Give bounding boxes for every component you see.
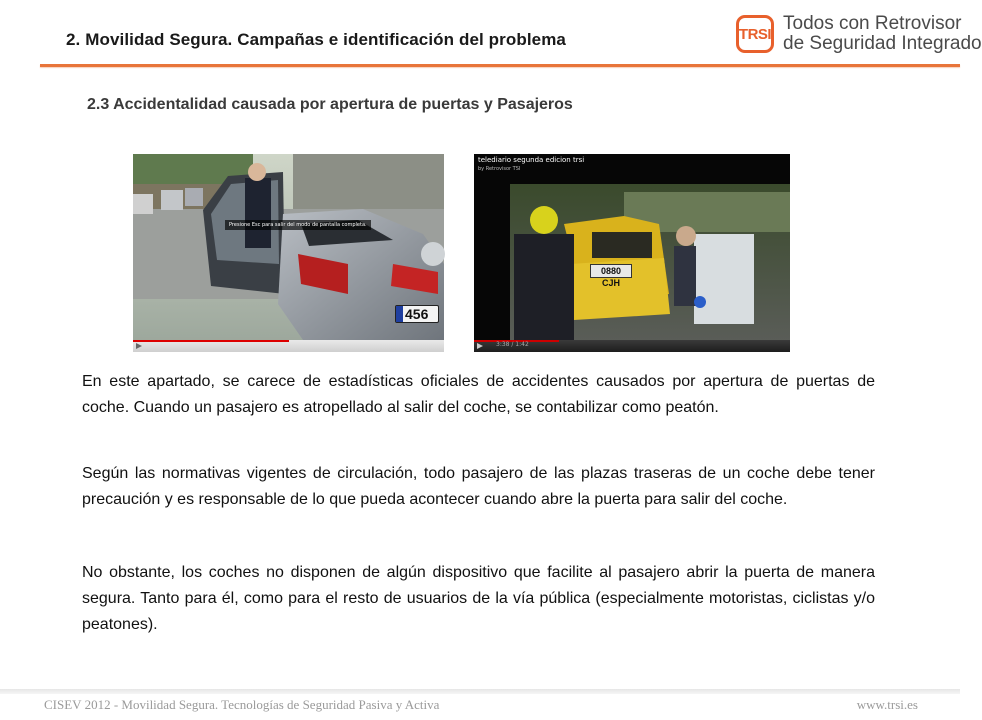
paragraph-2: Según las normativas vigentes de circulación, todo pasajero de las plazas traseras de un coche debe tener precaución y es responsable de lo que pueda acontecer cuando abre la puerta para salir del coche. <box>82 465 875 508</box>
license-plate-right: 0880 CJH <box>590 264 632 278</box>
taxi-scene-image <box>474 154 790 352</box>
video-subtitle: by Retrovisor TSI <box>478 166 521 172</box>
play-icon[interactable] <box>136 343 142 349</box>
footer-caption: CISEV 2012 - Movilidad Segura. Tecnologías de Seguridad Pasiva y Activa <box>44 697 440 712</box>
paragraph-1: En este apartado, se carece de estadísticas oficiales de accidentes causados por apertura de puertas de coche. Cuando un pasajero es atropellado al salir del coche, se contabilizar como peatón. <box>82 373 875 416</box>
trsi-logo <box>736 12 982 56</box>
video-thumbnail-right[interactable] <box>474 154 790 352</box>
video-controls-right[interactable] <box>474 340 790 352</box>
logo-line-1: Todos con Retrovisor <box>783 13 962 34</box>
video-time: 3:38 / 1:42 <box>496 341 529 348</box>
progress-bar-left[interactable] <box>133 340 289 342</box>
logo-line-2: de Seguridad Integrado <box>783 33 982 54</box>
logo-text <box>783 14 982 54</box>
fullscreen-tooltip: Presione Esc para salir del modo de pantalla completa. <box>225 220 371 230</box>
video-title: telediario segunda edicion trsi <box>478 156 585 164</box>
section-title: 2.3 Accidentalidad causada por apertura de puertas y Pasajeros <box>87 96 573 113</box>
license-plate-left: 456 <box>395 305 439 323</box>
video-thumbnail-left[interactable] <box>133 154 444 352</box>
footer-website: www.trsi.es <box>856 697 918 712</box>
video-controls-left[interactable] <box>133 340 444 352</box>
play-icon[interactable] <box>477 343 483 349</box>
paragraph-3: No obstante, los coches no disponen de algún dispositivo que facilite al pasajero abrir la puerta de manera segura. Tanto para él, como para el resto de usuarios de la vía pública (especialmente motoristas, ciclistas y/o peatones). <box>82 564 875 633</box>
video-title-overlay <box>478 156 584 174</box>
slide-header-title: 2. Movilidad Segura. Campañas e identificación del problema <box>66 30 566 49</box>
header-divider <box>40 64 960 67</box>
footer-divider <box>0 689 960 694</box>
trsi-badge-icon: TRSI <box>736 15 774 53</box>
